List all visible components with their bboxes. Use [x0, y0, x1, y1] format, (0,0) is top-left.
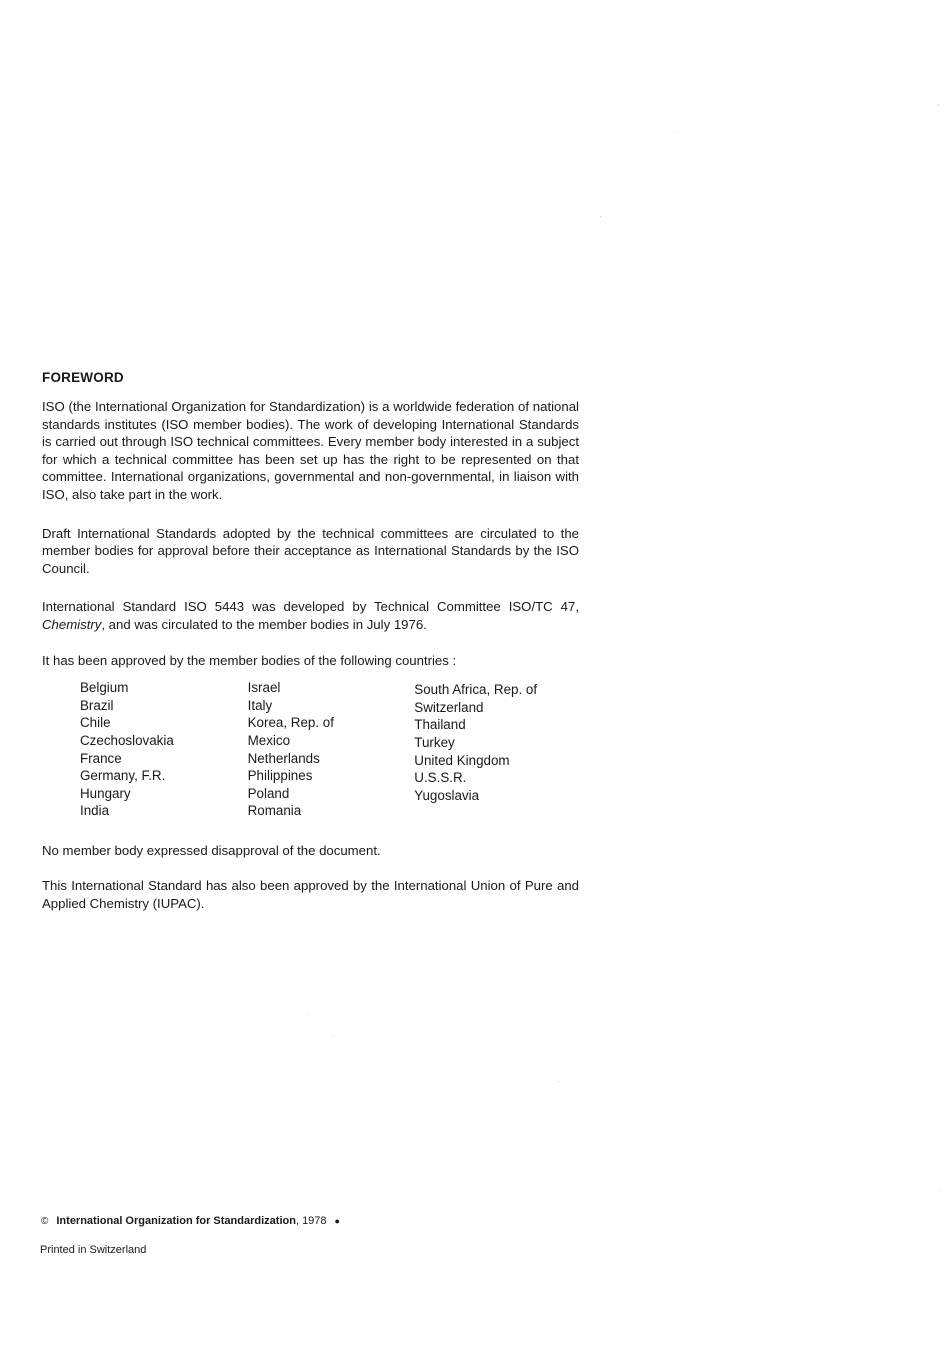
list-item: Brazil	[80, 697, 114, 713]
country-column-3	[414, 679, 579, 820]
list-item: Chile	[80, 715, 111, 731]
list-item: Philippines	[247, 768, 313, 784]
development-text-end: , and was circulated to the member bodies in July 1976.	[101, 616, 427, 632]
list-item: France	[80, 750, 122, 766]
committee-name: Chemistry	[42, 616, 102, 632]
foreword-section	[42, 370, 579, 934]
foreword-heading: FOREWORD	[42, 370, 124, 385]
list-item: U.S.S.R.	[414, 770, 467, 786]
scan-speck	[307, 1014, 308, 1015]
paragraph-draft-standards: Draft International Standards adopted by the technical committees are circulated to the member bodies for approval before their acceptance as International Standards by the ISO Council.	[42, 525, 579, 576]
list-item: Thailand	[414, 717, 466, 733]
copyright-icon: ©	[41, 1215, 49, 1227]
country-column-1	[80, 679, 248, 820]
scan-speck	[558, 1081, 559, 1082]
bullet-icon: ●	[334, 1216, 340, 1226]
list-item: Yugoslavia	[414, 787, 480, 803]
country-column-2	[248, 679, 415, 820]
scan-speck	[675, 131, 676, 132]
list-item: Korea, Rep. of	[247, 715, 334, 731]
printed-location: Printed in Switzerland	[40, 1244, 147, 1256]
scan-speck	[940, 1190, 941, 1191]
list-item: India	[80, 803, 110, 819]
list-item: Mexico	[247, 732, 291, 748]
copyright-year: , 1978	[295, 1215, 327, 1227]
paragraph-iupac: This International Standard has also been approved by the International Union of Pure and Applied Chemistry (IUPAC).	[42, 878, 579, 912]
list-item: Switzerland	[414, 699, 484, 715]
paragraph-no-disapproval: No member body expressed disapproval of the document.	[42, 842, 381, 858]
list-item: United Kingdom	[414, 752, 510, 768]
list-item: Germany, F.R.	[80, 768, 166, 784]
list-item: South Africa, Rep. of	[414, 682, 538, 698]
copyright-line	[41, 1215, 340, 1227]
paragraph-iso-intro: ISO (the International Organization for Standardization) is a worldwide federation of national standards institutes (ISO member bodies). The work of developing International Standards is carried out through ISO technical committees. Every member body interested in a subject for which a technical committee has been set up has the right to be represented on that committee. International organizations, governmental and non-governmental, in liaison with ISO, also take part in the work.	[42, 399, 579, 502]
list-item: Netherlands	[247, 750, 320, 766]
list-item: Poland	[247, 785, 290, 801]
list-item: Czechoslovakia	[80, 732, 174, 748]
country-list	[80, 679, 579, 820]
list-item: Hungary	[80, 785, 131, 801]
scan-speck	[333, 1036, 334, 1037]
scan-speck	[600, 216, 601, 217]
development-text-start: International Standard ISO 5443 was developed by Technical Committee ISO/TC 47,	[42, 599, 579, 615]
list-item: Turkey	[414, 734, 455, 750]
copyright-organization: International Organization for Standardization	[56, 1215, 296, 1227]
list-item: Belgium	[80, 680, 129, 696]
scan-speck	[938, 104, 939, 105]
copyright-text	[56, 1215, 326, 1227]
list-item: Italy	[247, 697, 273, 713]
paragraph-approval: It has been approved by the member bodies of the following countries :	[42, 652, 457, 668]
list-item: Israel	[247, 680, 281, 696]
list-item: Romania	[247, 803, 302, 819]
paragraph-development	[42, 598, 579, 633]
